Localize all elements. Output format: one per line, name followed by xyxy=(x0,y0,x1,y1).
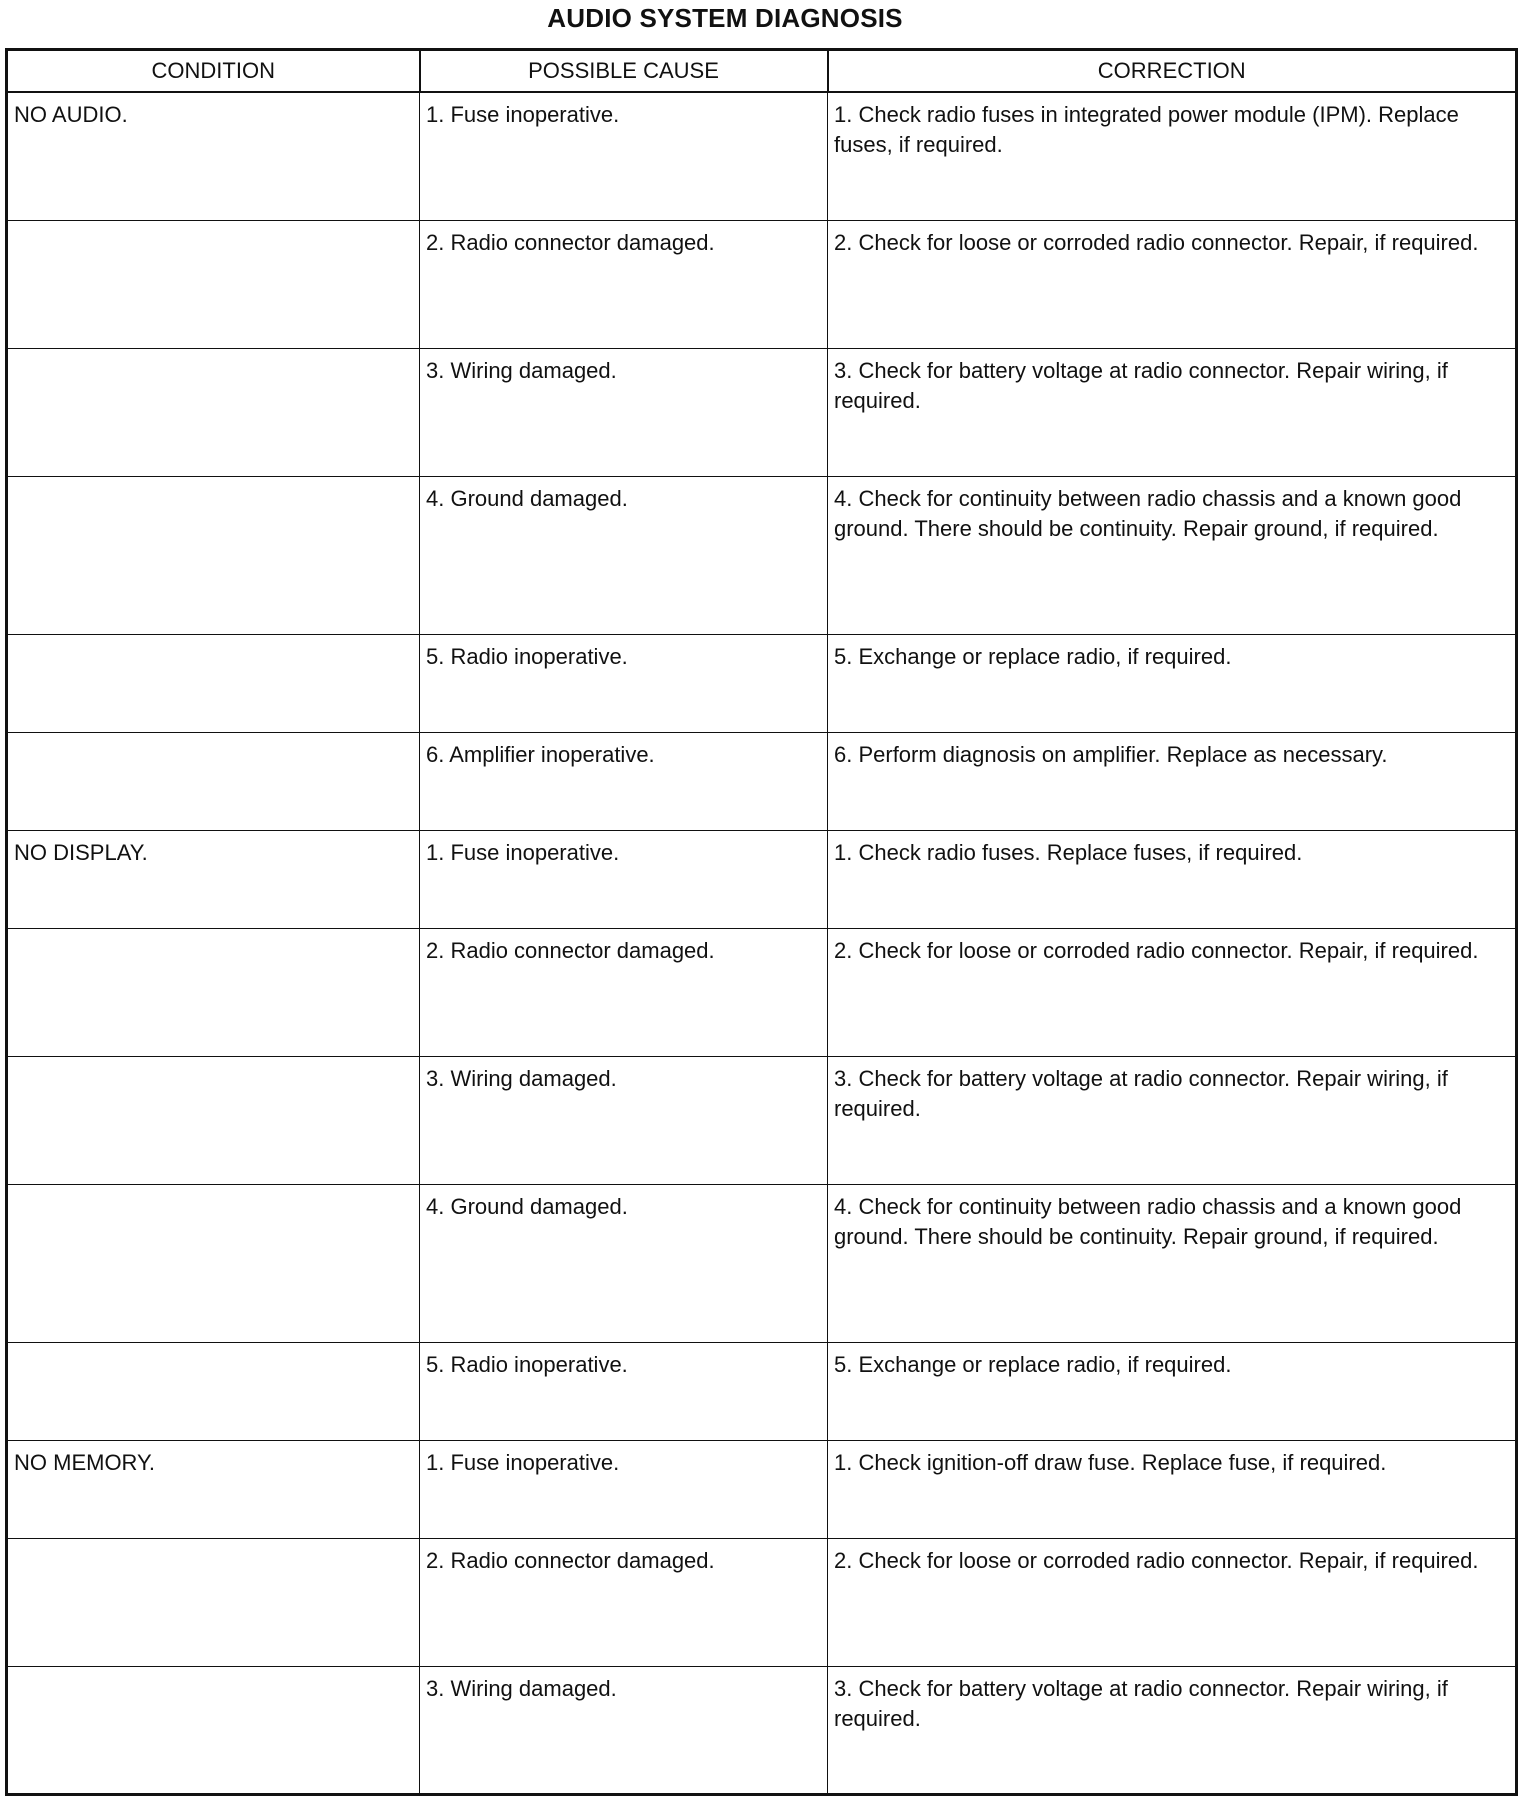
header-condition: CONDITION xyxy=(7,50,420,93)
diagnosis-table xyxy=(5,48,1518,1796)
table-row xyxy=(7,634,1517,732)
table-row xyxy=(7,1440,1517,1538)
correction-cell: 4. Check for continuity between radio chassis and a known good ground. There should be continuity. Repair ground, if required. xyxy=(828,1184,1517,1342)
cause-cell: 3. Wiring damaged. xyxy=(420,1056,828,1184)
cause-cell: 2. Radio connector damaged. xyxy=(420,928,828,1056)
table-row xyxy=(7,1538,1517,1666)
table-row xyxy=(7,1056,1517,1184)
condition-cell xyxy=(7,220,420,348)
condition-cell xyxy=(7,1538,420,1666)
page-title: AUDIO SYSTEM DIAGNOSIS xyxy=(547,3,903,33)
condition-cell: NO DISPLAY. xyxy=(7,830,420,928)
correction-cell: 3. Check for battery voltage at radio connector. Repair wiring, if required. xyxy=(828,348,1517,476)
cause-cell: 4. Ground damaged. xyxy=(420,476,828,634)
cause-cell: 2. Radio connector damaged. xyxy=(420,220,828,348)
cause-cell: 5. Radio inoperative. xyxy=(420,1342,828,1440)
correction-cell: 5. Exchange or replace radio, if required. xyxy=(828,1342,1517,1440)
condition-cell: NO AUDIO. xyxy=(7,92,420,220)
cause-cell: 4. Ground damaged. xyxy=(420,1184,828,1342)
condition-cell xyxy=(7,928,420,1056)
condition-cell xyxy=(7,1184,420,1342)
table-row xyxy=(7,92,1517,220)
condition-cell xyxy=(7,732,420,830)
correction-cell: 3. Check for battery voltage at radio connector. Repair wiring, if required. xyxy=(828,1056,1517,1184)
cause-cell: 1. Fuse inoperative. xyxy=(420,92,828,220)
correction-cell: 1. Check radio fuses. Replace fuses, if required. xyxy=(828,830,1517,928)
cause-cell: 2. Radio connector damaged. xyxy=(420,1538,828,1666)
condition-cell xyxy=(7,634,420,732)
correction-cell: 6. Perform diagnosis on amplifier. Replace as necessary. xyxy=(828,732,1517,830)
correction-cell: 2. Check for loose or corroded radio connector. Repair, if required. xyxy=(828,928,1517,1056)
table-row xyxy=(7,732,1517,830)
table-row xyxy=(7,928,1517,1056)
condition-cell xyxy=(7,1666,420,1794)
header-correction: CORRECTION xyxy=(828,50,1517,93)
table-row xyxy=(7,348,1517,476)
correction-cell: 1. Check radio fuses in integrated power module (IPM). Replace fuses, if required. xyxy=(828,92,1517,220)
table-row xyxy=(7,830,1517,928)
table-row xyxy=(7,1342,1517,1440)
cause-cell: 3. Wiring damaged. xyxy=(420,1666,828,1794)
header-row xyxy=(7,50,1517,93)
correction-cell: 3. Check for battery voltage at radio connector. Repair wiring, if required. xyxy=(828,1666,1517,1794)
condition-cell xyxy=(7,476,420,634)
table-row xyxy=(7,476,1517,634)
correction-cell: 4. Check for continuity between radio chassis and a known good ground. There should be continuity. Repair ground, if required. xyxy=(828,476,1517,634)
cause-cell: 5. Radio inoperative. xyxy=(420,634,828,732)
condition-cell: NO MEMORY. xyxy=(7,1440,420,1538)
condition-cell xyxy=(7,1342,420,1440)
condition-cell xyxy=(7,348,420,476)
cause-cell: 1. Fuse inoperative. xyxy=(420,830,828,928)
correction-cell: 5. Exchange or replace radio, if required. xyxy=(828,634,1517,732)
table-row xyxy=(7,220,1517,348)
cause-cell: 3. Wiring damaged. xyxy=(420,348,828,476)
correction-cell: 2. Check for loose or corroded radio connector. Repair, if required. xyxy=(828,1538,1517,1666)
condition-cell xyxy=(7,1056,420,1184)
header-possible-cause: POSSIBLE CAUSE xyxy=(420,50,828,93)
correction-cell: 1. Check ignition-off draw fuse. Replace fuse, if required. xyxy=(828,1440,1517,1538)
cause-cell: 6. Amplifier inoperative. xyxy=(420,732,828,830)
cause-cell: 1. Fuse inoperative. xyxy=(420,1440,828,1538)
table-row xyxy=(7,1184,1517,1342)
correction-cell: 2. Check for loose or corroded radio connector. Repair, if required. xyxy=(828,220,1517,348)
table-row xyxy=(7,1666,1517,1794)
